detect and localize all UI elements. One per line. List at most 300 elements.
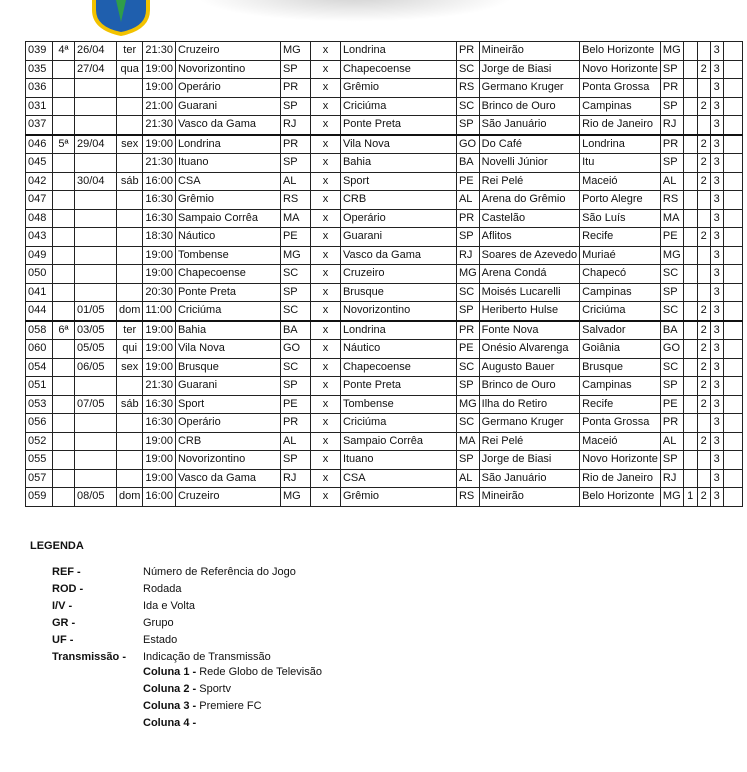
cell-t3: 3 bbox=[710, 302, 723, 321]
cell-away: Criciúma bbox=[340, 97, 456, 116]
cell-blank bbox=[723, 154, 742, 173]
cell-day: sex bbox=[117, 135, 143, 154]
cell-time: 21:30 bbox=[143, 154, 176, 173]
cell-blank bbox=[723, 358, 742, 377]
cell-blank bbox=[723, 97, 742, 116]
cell-t3: 3 bbox=[710, 154, 723, 173]
cell-rod bbox=[53, 116, 75, 135]
cell-t3: 3 bbox=[710, 191, 723, 210]
cell-date bbox=[75, 265, 117, 284]
cell-cuf: SP bbox=[660, 154, 683, 173]
cell-auf: SC bbox=[456, 358, 479, 377]
cell-time: 16:00 bbox=[143, 172, 176, 191]
cell-ref: 042 bbox=[26, 172, 53, 191]
cell-home: CRB bbox=[175, 432, 280, 451]
cell-home: Bahia bbox=[175, 321, 280, 340]
cell-t3: 3 bbox=[710, 340, 723, 359]
table-row bbox=[26, 154, 743, 173]
cell-day bbox=[117, 246, 143, 265]
cell-cuf: MG bbox=[660, 42, 683, 61]
cell-time: 16:00 bbox=[143, 488, 176, 507]
cell-stadium: Jorge de Biasi bbox=[479, 451, 579, 470]
cell-t1 bbox=[683, 97, 697, 116]
cell-ref: 031 bbox=[26, 97, 53, 116]
cell-x: x bbox=[310, 135, 340, 154]
cell-blank bbox=[723, 265, 742, 284]
cell-away: Guarani bbox=[340, 228, 456, 247]
cell-x: x bbox=[310, 154, 340, 173]
cell-cuf: RJ bbox=[660, 116, 683, 135]
cell-x: x bbox=[310, 228, 340, 247]
table-row bbox=[26, 265, 743, 284]
cell-auf: PE bbox=[456, 340, 479, 359]
cell-cuf: RJ bbox=[660, 469, 683, 488]
cell-day: sáb bbox=[117, 172, 143, 191]
cell-home: Chapecoense bbox=[175, 265, 280, 284]
cell-cuf: SP bbox=[660, 377, 683, 396]
table-row bbox=[26, 414, 743, 433]
cell-home: Criciúma bbox=[175, 302, 280, 321]
cell-huf: SC bbox=[280, 302, 310, 321]
cell-time: 18:30 bbox=[143, 228, 176, 247]
cell-away: Operário bbox=[340, 209, 456, 228]
cell-t2 bbox=[697, 116, 710, 135]
cell-cuf: PR bbox=[660, 135, 683, 154]
cell-huf: MG bbox=[280, 246, 310, 265]
table-row bbox=[26, 432, 743, 451]
cell-time: 19:00 bbox=[143, 60, 176, 79]
cell-day bbox=[117, 228, 143, 247]
cell-home: Cruzeiro bbox=[175, 42, 280, 61]
cell-t1: 1 bbox=[683, 488, 697, 507]
cell-ref: 036 bbox=[26, 79, 53, 98]
cell-t2: 2 bbox=[697, 228, 710, 247]
table-row bbox=[26, 377, 743, 396]
cell-x: x bbox=[310, 469, 340, 488]
cell-home: Londrina bbox=[175, 135, 280, 154]
cell-cuf: RS bbox=[660, 191, 683, 210]
cell-t2 bbox=[697, 42, 710, 61]
cell-city: Novo Horizonte bbox=[580, 451, 661, 470]
cell-t3: 3 bbox=[710, 283, 723, 302]
legend-value: Rodada bbox=[143, 583, 182, 595]
cell-x: x bbox=[310, 414, 340, 433]
legend-column-label: Coluna 1 bbox=[143, 666, 190, 678]
cell-away: Vila Nova bbox=[340, 135, 456, 154]
cell-cuf: MG bbox=[660, 246, 683, 265]
cell-t2: 2 bbox=[697, 377, 710, 396]
legend-column-item bbox=[143, 698, 262, 714]
cell-t2 bbox=[697, 414, 710, 433]
cell-x: x bbox=[310, 302, 340, 321]
cell-t3: 3 bbox=[710, 377, 723, 396]
cell-rod bbox=[53, 191, 75, 210]
cell-cuf: PE bbox=[660, 395, 683, 414]
cell-home: Náutico bbox=[175, 228, 280, 247]
cell-t2: 2 bbox=[697, 488, 710, 507]
cell-blank bbox=[723, 191, 742, 210]
cell-rod bbox=[53, 228, 75, 247]
cell-home: Sport bbox=[175, 395, 280, 414]
cell-x: x bbox=[310, 377, 340, 396]
cell-t1 bbox=[683, 302, 697, 321]
cell-home: Guarani bbox=[175, 97, 280, 116]
cell-blank bbox=[723, 414, 742, 433]
cell-huf: AL bbox=[280, 432, 310, 451]
cell-t2 bbox=[697, 469, 710, 488]
cell-city: Porto Alegre bbox=[580, 191, 661, 210]
cell-home: Vasco da Gama bbox=[175, 469, 280, 488]
cell-rod bbox=[53, 488, 75, 507]
cell-t2 bbox=[697, 191, 710, 210]
cell-rod bbox=[53, 265, 75, 284]
cell-away: Tombense bbox=[340, 395, 456, 414]
cell-home: Guarani bbox=[175, 377, 280, 396]
cell-away: Londrina bbox=[340, 42, 456, 61]
cell-auf: PE bbox=[456, 172, 479, 191]
cell-away: Londrina bbox=[340, 321, 456, 340]
table-row bbox=[26, 246, 743, 265]
cell-t1 bbox=[683, 377, 697, 396]
table-row bbox=[26, 191, 743, 210]
cell-t2: 2 bbox=[697, 135, 710, 154]
cell-t3: 3 bbox=[710, 451, 723, 470]
cell-t1 bbox=[683, 246, 697, 265]
legend-value: Número de Referência do Jogo bbox=[143, 566, 296, 578]
cell-auf: SC bbox=[456, 97, 479, 116]
cell-date bbox=[75, 228, 117, 247]
cell-huf: PR bbox=[280, 414, 310, 433]
cell-day bbox=[117, 414, 143, 433]
cell-huf: RJ bbox=[280, 116, 310, 135]
legend-column-value: Sportv bbox=[199, 683, 232, 695]
cell-blank bbox=[723, 488, 742, 507]
cell-city: Ponta Grossa bbox=[580, 414, 661, 433]
cell-home: Operário bbox=[175, 79, 280, 98]
cell-city: Criciúma bbox=[580, 302, 661, 321]
cell-city: Goiânia bbox=[580, 340, 661, 359]
cell-cuf: AL bbox=[660, 172, 683, 191]
cell-date bbox=[75, 154, 117, 173]
cell-x: x bbox=[310, 395, 340, 414]
cell-auf: SP bbox=[456, 228, 479, 247]
cell-rod: 5ª bbox=[53, 135, 75, 154]
cell-stadium: São Januário bbox=[479, 116, 579, 135]
cell-t2 bbox=[697, 79, 710, 98]
cell-rod bbox=[53, 302, 75, 321]
cell-city: Recife bbox=[580, 395, 661, 414]
cell-huf: AL bbox=[280, 172, 310, 191]
cell-cuf: PR bbox=[660, 79, 683, 98]
cell-away: Cruzeiro bbox=[340, 265, 456, 284]
legend-value: Ida e Volta bbox=[143, 600, 195, 612]
cell-away: Grêmio bbox=[340, 488, 456, 507]
legend-column-sep: - bbox=[189, 717, 200, 729]
cell-t1 bbox=[683, 414, 697, 433]
cell-away: Sport bbox=[340, 172, 456, 191]
cell-day bbox=[117, 154, 143, 173]
table-row bbox=[26, 451, 743, 470]
cell-x: x bbox=[310, 60, 340, 79]
cell-auf: RS bbox=[456, 79, 479, 98]
cell-date: 03/05 bbox=[75, 321, 117, 340]
cell-date: 26/04 bbox=[75, 42, 117, 61]
cell-day bbox=[117, 451, 143, 470]
cell-rod bbox=[53, 79, 75, 98]
cell-day: ter bbox=[117, 321, 143, 340]
table-row bbox=[26, 172, 743, 191]
cell-rod bbox=[53, 469, 75, 488]
cell-time: 19:00 bbox=[143, 432, 176, 451]
cell-day bbox=[117, 432, 143, 451]
cell-day bbox=[117, 283, 143, 302]
cell-t1 bbox=[683, 469, 697, 488]
cell-auf: SP bbox=[456, 116, 479, 135]
cell-cuf: PE bbox=[660, 228, 683, 247]
cell-auf: RJ bbox=[456, 246, 479, 265]
cell-t1 bbox=[683, 228, 697, 247]
cell-x: x bbox=[310, 97, 340, 116]
table-row bbox=[26, 42, 743, 61]
cell-city: Itu bbox=[580, 154, 661, 173]
cell-huf: SP bbox=[280, 154, 310, 173]
table-row bbox=[26, 97, 743, 116]
cell-x: x bbox=[310, 191, 340, 210]
cell-date: 08/05 bbox=[75, 488, 117, 507]
cell-blank bbox=[723, 321, 742, 340]
cell-away: Sampaio Corrêa bbox=[340, 432, 456, 451]
cell-stadium: São Januário bbox=[479, 469, 579, 488]
cell-rod: 6ª bbox=[53, 321, 75, 340]
cell-huf: RS bbox=[280, 191, 310, 210]
cell-city: Salvador bbox=[580, 321, 661, 340]
cell-time: 21:30 bbox=[143, 377, 176, 396]
table-row bbox=[26, 302, 743, 321]
cell-t3: 3 bbox=[710, 79, 723, 98]
table-row bbox=[26, 358, 743, 377]
cell-time: 16:30 bbox=[143, 414, 176, 433]
table-row bbox=[26, 228, 743, 247]
cell-t3: 3 bbox=[710, 414, 723, 433]
cell-auf: SP bbox=[456, 377, 479, 396]
cell-t3: 3 bbox=[710, 469, 723, 488]
cell-home: Tombense bbox=[175, 246, 280, 265]
cell-time: 16:30 bbox=[143, 395, 176, 414]
cell-cuf: AL bbox=[660, 432, 683, 451]
cell-time: 21:30 bbox=[143, 116, 176, 135]
cell-day: dom bbox=[117, 302, 143, 321]
cell-ref: 052 bbox=[26, 432, 53, 451]
cell-time: 21:00 bbox=[143, 97, 176, 116]
cell-date bbox=[75, 209, 117, 228]
cell-home: Brusque bbox=[175, 358, 280, 377]
cell-stadium: Heriberto Hulse bbox=[479, 302, 579, 321]
cell-home: Ponte Preta bbox=[175, 283, 280, 302]
cell-blank bbox=[723, 432, 742, 451]
cell-away: CSA bbox=[340, 469, 456, 488]
cell-city: Chapecó bbox=[580, 265, 661, 284]
cell-date: 27/04 bbox=[75, 60, 117, 79]
cell-time: 19:00 bbox=[143, 451, 176, 470]
cell-auf: PR bbox=[456, 209, 479, 228]
cell-city: Maceió bbox=[580, 432, 661, 451]
cell-date bbox=[75, 191, 117, 210]
cell-home: Cruzeiro bbox=[175, 488, 280, 507]
cell-date bbox=[75, 283, 117, 302]
cell-huf: SP bbox=[280, 60, 310, 79]
cell-time: 21:30 bbox=[143, 42, 176, 61]
cell-city: Rio de Janeiro bbox=[580, 116, 661, 135]
cell-ref: 046 bbox=[26, 135, 53, 154]
cell-day: ter bbox=[117, 42, 143, 61]
cell-t1 bbox=[683, 209, 697, 228]
fixtures-table bbox=[25, 41, 743, 507]
cell-stadium: Rei Pelé bbox=[479, 172, 579, 191]
cell-home: Vasco da Gama bbox=[175, 116, 280, 135]
cell-rod bbox=[53, 451, 75, 470]
table-row bbox=[26, 488, 743, 507]
cell-cuf: SP bbox=[660, 283, 683, 302]
cell-away: Vasco da Gama bbox=[340, 246, 456, 265]
cell-x: x bbox=[310, 340, 340, 359]
cell-stadium: Brinco de Ouro bbox=[479, 97, 579, 116]
cell-x: x bbox=[310, 358, 340, 377]
legend-value: Indicação de Transmissão bbox=[143, 651, 271, 663]
cell-stadium: Fonte Nova bbox=[479, 321, 579, 340]
cell-cuf: SP bbox=[660, 60, 683, 79]
cell-stadium: Mineirão bbox=[479, 488, 579, 507]
cell-stadium: Novelli Júnior bbox=[479, 154, 579, 173]
cell-t1 bbox=[683, 191, 697, 210]
cell-city: Belo Horizonte bbox=[580, 42, 661, 61]
cell-auf: AL bbox=[456, 469, 479, 488]
cell-stadium: Soares de Azevedo bbox=[479, 246, 579, 265]
cell-t1 bbox=[683, 358, 697, 377]
cell-t2: 2 bbox=[697, 172, 710, 191]
cell-time: 16:30 bbox=[143, 209, 176, 228]
cell-rod bbox=[53, 395, 75, 414]
cell-t1 bbox=[683, 283, 697, 302]
legend-value: Estado bbox=[143, 634, 178, 646]
table-row bbox=[26, 395, 743, 414]
cell-cuf: PR bbox=[660, 414, 683, 433]
cell-huf: SC bbox=[280, 358, 310, 377]
cell-away: Brusque bbox=[340, 283, 456, 302]
legend-column-item bbox=[143, 715, 199, 731]
cell-t1 bbox=[683, 172, 697, 191]
cell-stadium: Rei Pelé bbox=[479, 432, 579, 451]
cell-blank bbox=[723, 246, 742, 265]
cell-t1 bbox=[683, 265, 697, 284]
cell-x: x bbox=[310, 116, 340, 135]
cell-city: Campinas bbox=[580, 97, 661, 116]
legend-key: ROD - bbox=[52, 583, 84, 595]
cell-date bbox=[75, 116, 117, 135]
cell-x: x bbox=[310, 246, 340, 265]
cell-blank bbox=[723, 60, 742, 79]
table-row bbox=[26, 283, 743, 302]
cell-t2 bbox=[697, 283, 710, 302]
cell-date bbox=[75, 79, 117, 98]
cell-cuf: SC bbox=[660, 302, 683, 321]
cell-day bbox=[117, 469, 143, 488]
cell-ref: 057 bbox=[26, 469, 53, 488]
cell-x: x bbox=[310, 42, 340, 61]
cell-t3: 3 bbox=[710, 97, 723, 116]
legend-key: GR - bbox=[52, 617, 76, 629]
legend-column-sep: - bbox=[189, 683, 200, 695]
cell-blank bbox=[723, 451, 742, 470]
cell-ref: 054 bbox=[26, 358, 53, 377]
legend-column-value: Premiere FC bbox=[199, 700, 262, 712]
cell-day: dom bbox=[117, 488, 143, 507]
cell-city: São Luís bbox=[580, 209, 661, 228]
cell-huf: PE bbox=[280, 228, 310, 247]
cell-home: Novorizontino bbox=[175, 451, 280, 470]
cell-huf: MA bbox=[280, 209, 310, 228]
cell-time: 19:00 bbox=[143, 265, 176, 284]
cell-t3: 3 bbox=[710, 321, 723, 340]
cell-date: 29/04 bbox=[75, 135, 117, 154]
cell-date bbox=[75, 377, 117, 396]
cell-auf: SC bbox=[456, 60, 479, 79]
cell-time: 19:00 bbox=[143, 246, 176, 265]
cell-t2: 2 bbox=[697, 60, 710, 79]
cell-huf: RJ bbox=[280, 469, 310, 488]
cell-ref: 058 bbox=[26, 321, 53, 340]
cell-t3: 3 bbox=[710, 116, 723, 135]
cell-huf: SP bbox=[280, 283, 310, 302]
table-row bbox=[26, 340, 743, 359]
cell-away: Novorizontino bbox=[340, 302, 456, 321]
cell-ref: 047 bbox=[26, 191, 53, 210]
legend-column-item bbox=[143, 664, 322, 680]
cell-t1 bbox=[683, 79, 697, 98]
table-row bbox=[26, 321, 743, 340]
cell-city: Maceió bbox=[580, 172, 661, 191]
cell-t1 bbox=[683, 154, 697, 173]
cell-away: Ponte Preta bbox=[340, 377, 456, 396]
cell-t1 bbox=[683, 321, 697, 340]
cell-city: Belo Horizonte bbox=[580, 488, 661, 507]
cell-cuf: GO bbox=[660, 340, 683, 359]
cell-blank bbox=[723, 228, 742, 247]
cell-cuf: MG bbox=[660, 488, 683, 507]
cell-stadium: Castelão bbox=[479, 209, 579, 228]
cell-x: x bbox=[310, 432, 340, 451]
cell-huf: BA bbox=[280, 321, 310, 340]
cell-rod: 4ª bbox=[53, 42, 75, 61]
cell-t3: 3 bbox=[710, 432, 723, 451]
cell-t2: 2 bbox=[697, 302, 710, 321]
cell-ref: 035 bbox=[26, 60, 53, 79]
cell-auf: MG bbox=[456, 265, 479, 284]
cell-t1 bbox=[683, 116, 697, 135]
cell-t1 bbox=[683, 42, 697, 61]
table-row bbox=[26, 469, 743, 488]
cell-city: Londrina bbox=[580, 135, 661, 154]
cell-huf: SP bbox=[280, 97, 310, 116]
cell-blank bbox=[723, 302, 742, 321]
cell-auf: AL bbox=[456, 191, 479, 210]
legend-column-label: Coluna 3 bbox=[143, 700, 190, 712]
cell-blank bbox=[723, 395, 742, 414]
cell-home: Sampaio Corrêa bbox=[175, 209, 280, 228]
cell-t2 bbox=[697, 451, 710, 470]
cell-ref: 050 bbox=[26, 265, 53, 284]
cell-huf: PR bbox=[280, 79, 310, 98]
cell-cuf: MA bbox=[660, 209, 683, 228]
